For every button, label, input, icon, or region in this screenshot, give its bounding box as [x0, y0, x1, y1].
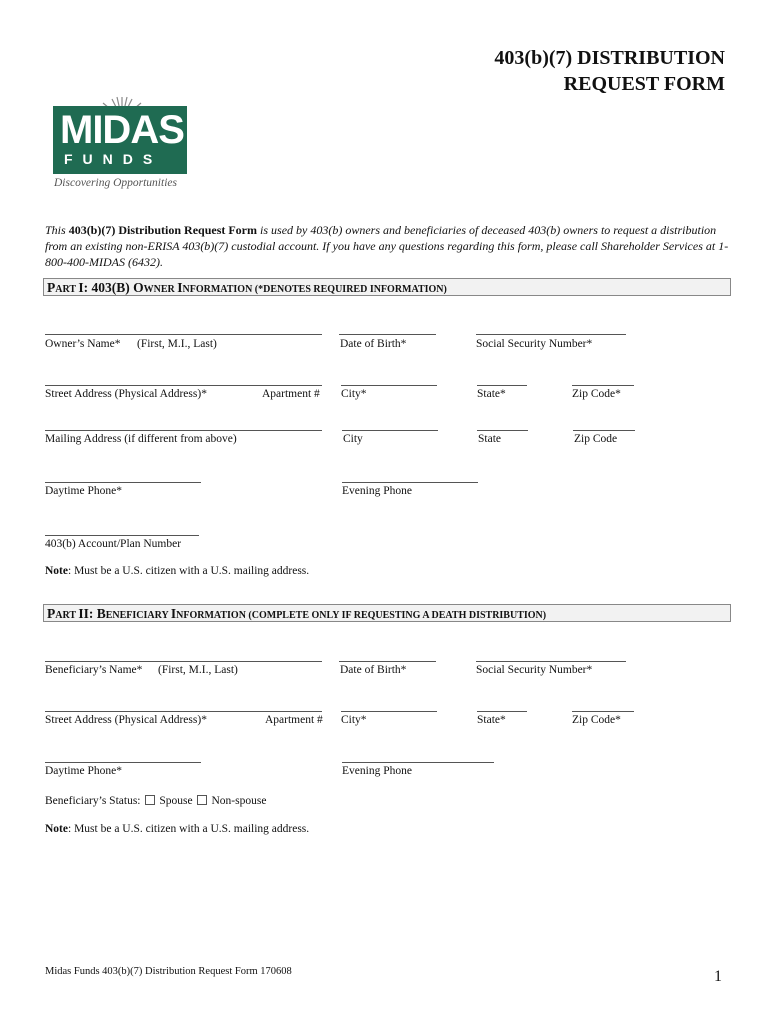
- ben-name-label: Beneficiary’s Name*: [45, 664, 143, 676]
- owner-street-field[interactable]: [45, 385, 322, 386]
- nonspouse-checkbox[interactable]: [197, 795, 207, 805]
- nonspouse-label: Non-spouse: [211, 795, 267, 807]
- ben-apt-label: Apartment #: [265, 714, 323, 726]
- owner-account-label: 403(b) Account/Plan Number: [45, 538, 182, 550]
- ben-day-phone-label: Daytime Phone*: [45, 765, 122, 777]
- owner-name-field[interactable]: [45, 334, 322, 335]
- owner-ssn-field[interactable]: [476, 334, 626, 335]
- part2-note: Note: Must be a U.S. citizen with a U.S. mailing address.: [45, 823, 310, 835]
- owner-apt-label: Apartment #: [262, 388, 320, 400]
- spouse-label: Spouse: [159, 795, 193, 807]
- ben-eve-phone-field[interactable]: [342, 762, 494, 763]
- spouse-checkbox[interactable]: [145, 795, 155, 805]
- ben-name-field[interactable]: [45, 661, 322, 662]
- logo-tagline: Discovering Opportunities: [54, 177, 177, 189]
- owner-mail-state-field[interactable]: [477, 430, 528, 431]
- part1-note: Note: Must be a U.S. citizen with a U.S. mailing address.: [45, 565, 310, 577]
- part1-header: PART I: 403(B) OWNER INFORMATION (*DENOTES REQUIRED INFORMATION): [43, 278, 731, 296]
- page-number: 1: [714, 968, 722, 985]
- owner-city-field[interactable]: [341, 385, 437, 386]
- owner-zip-field[interactable]: [572, 385, 634, 386]
- owner-city-label: City*: [341, 388, 367, 400]
- part2-header: PART II: BENEFICIARY INFORMATION (COMPLETE ONLY IF REQUESTING A DEATH DISTRIBUTION): [43, 604, 731, 622]
- owner-dob-label: Date of Birth*: [340, 338, 407, 350]
- owner-mail-city-field[interactable]: [342, 430, 438, 431]
- owner-mailing-label: Mailing Address (if different from above): [45, 433, 237, 445]
- ben-city-label: City*: [341, 714, 367, 726]
- ben-street-field[interactable]: [45, 711, 322, 712]
- owner-eve-phone-field[interactable]: [342, 482, 478, 483]
- ben-street-label: Street Address (Physical Address)*: [45, 714, 207, 726]
- owner-name-label: Owner’s Name*: [45, 338, 121, 350]
- form-title-line2: REQUEST FORM: [563, 73, 725, 95]
- owner-dob-field[interactable]: [339, 334, 436, 335]
- ben-ssn-label: Social Security Number*: [476, 664, 593, 676]
- form-title-line1: 403(b)(7) DISTRIBUTION: [494, 47, 725, 69]
- ben-zip-field[interactable]: [572, 711, 634, 712]
- intro-paragraph: This 403(b)(7) Distribution Request Form is used by 403(b) owners and beneficiaries of deceased 403(b) owners to request a distribution from an existing non-ERISA 403(b)(7) custodial account. If you have any questions regarding this form, please call Shareholder Services at 1-800-400-MIDAS (6432).: [45, 223, 729, 269]
- ben-status-row: [45, 795, 266, 807]
- owner-ssn-label: Social Security Number*: [476, 338, 593, 350]
- owner-name-hint: (First, M.I., Last): [137, 338, 217, 350]
- logo-name: MIDAS: [60, 108, 184, 152]
- owner-mailing-field[interactable]: [45, 430, 322, 431]
- ben-ssn-field[interactable]: [476, 661, 626, 662]
- ben-status-label: Beneficiary’s Status:: [45, 795, 141, 807]
- ben-zip-label: Zip Code*: [572, 714, 621, 726]
- ben-city-field[interactable]: [341, 711, 437, 712]
- owner-account-field[interactable]: [45, 535, 199, 536]
- owner-day-phone-field[interactable]: [45, 482, 201, 483]
- logo-sub: FUNDS: [64, 151, 163, 167]
- owner-street-label: Street Address (Physical Address)*: [45, 388, 207, 400]
- owner-zip-label: Zip Code*: [572, 388, 621, 400]
- ben-state-label: State*: [477, 714, 506, 726]
- intro-form-name: 403(b)(7) Distribution Request Form: [68, 223, 258, 237]
- ben-dob-field[interactable]: [339, 661, 436, 662]
- owner-day-phone-label: Daytime Phone*: [45, 485, 122, 497]
- owner-eve-phone-label: Evening Phone: [342, 485, 412, 497]
- owner-mail-state-label: State: [478, 433, 501, 445]
- ben-state-field[interactable]: [477, 711, 527, 712]
- owner-mail-zip-field[interactable]: [573, 430, 635, 431]
- owner-mail-zip-label: Zip Code: [574, 433, 618, 445]
- owner-state-label: State*: [477, 388, 506, 400]
- owner-state-field[interactable]: [477, 385, 527, 386]
- ben-dob-label: Date of Birth*: [340, 664, 407, 676]
- footer-text: Midas Funds 403(b)(7) Distribution Request Form 170608: [45, 966, 292, 977]
- ben-day-phone-field[interactable]: [45, 762, 201, 763]
- ben-name-hint: (First, M.I., Last): [158, 664, 238, 676]
- owner-mail-city-label: City: [343, 433, 363, 445]
- ben-eve-phone-label: Evening Phone: [342, 765, 412, 777]
